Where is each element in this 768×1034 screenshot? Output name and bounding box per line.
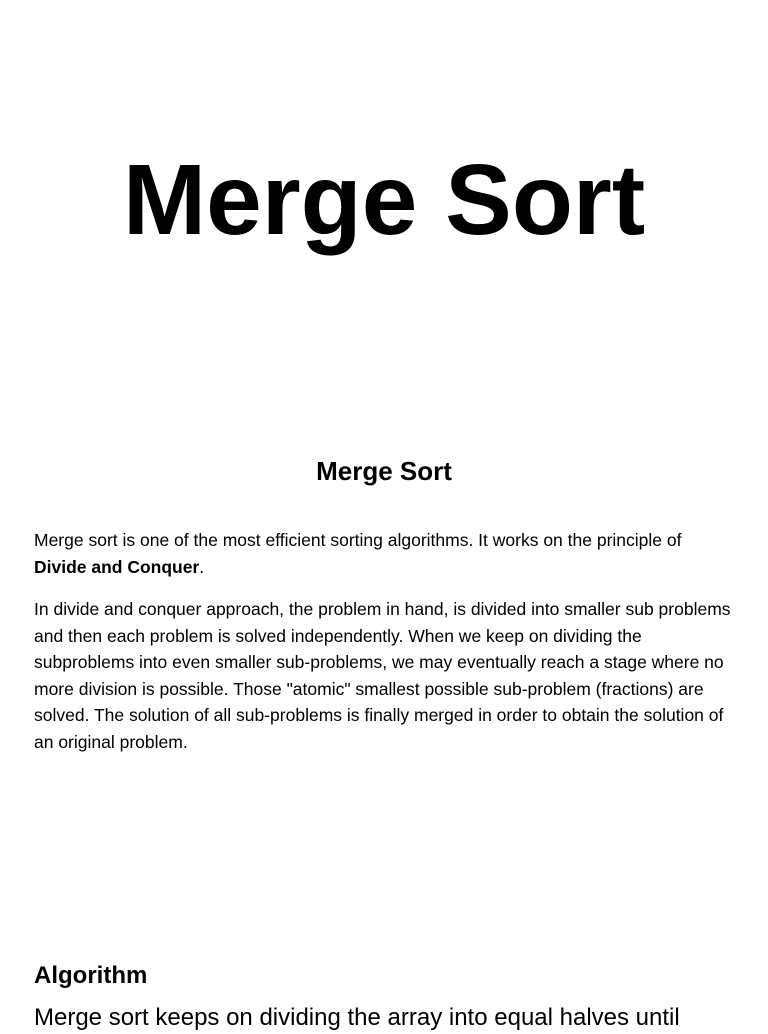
intro-bold-term: Divide and Conquer (34, 556, 200, 577)
intro-paragraph (34, 527, 734, 580)
section-title: Merge Sort (316, 456, 452, 486)
intro-text: Merge sort is one of the most efficient sorting algorithms. It works on the principle of (34, 530, 682, 550)
algorithm-text: Merge sort keeps on dividing the array into equal halves until (34, 1004, 680, 1031)
intro-text-end: . (199, 556, 205, 577)
main-title: Merge Sort (122, 144, 646, 256)
algorithm-heading: Algorithm (34, 962, 148, 989)
divide-conquer-paragraph: In divide and conquer approach, the problem in hand, is divided into smaller sub problems and then each problem is solved independently. When we keep on dividing the subproblems into even smaller sub-problems, we may eventually reach a stage where no more division is possible. Those "atomic" smallest possible sub-problem (fractions) are solved. The solution of all sub-problems is finally merged in order to obtain the solution of an original problem. (34, 599, 731, 752)
